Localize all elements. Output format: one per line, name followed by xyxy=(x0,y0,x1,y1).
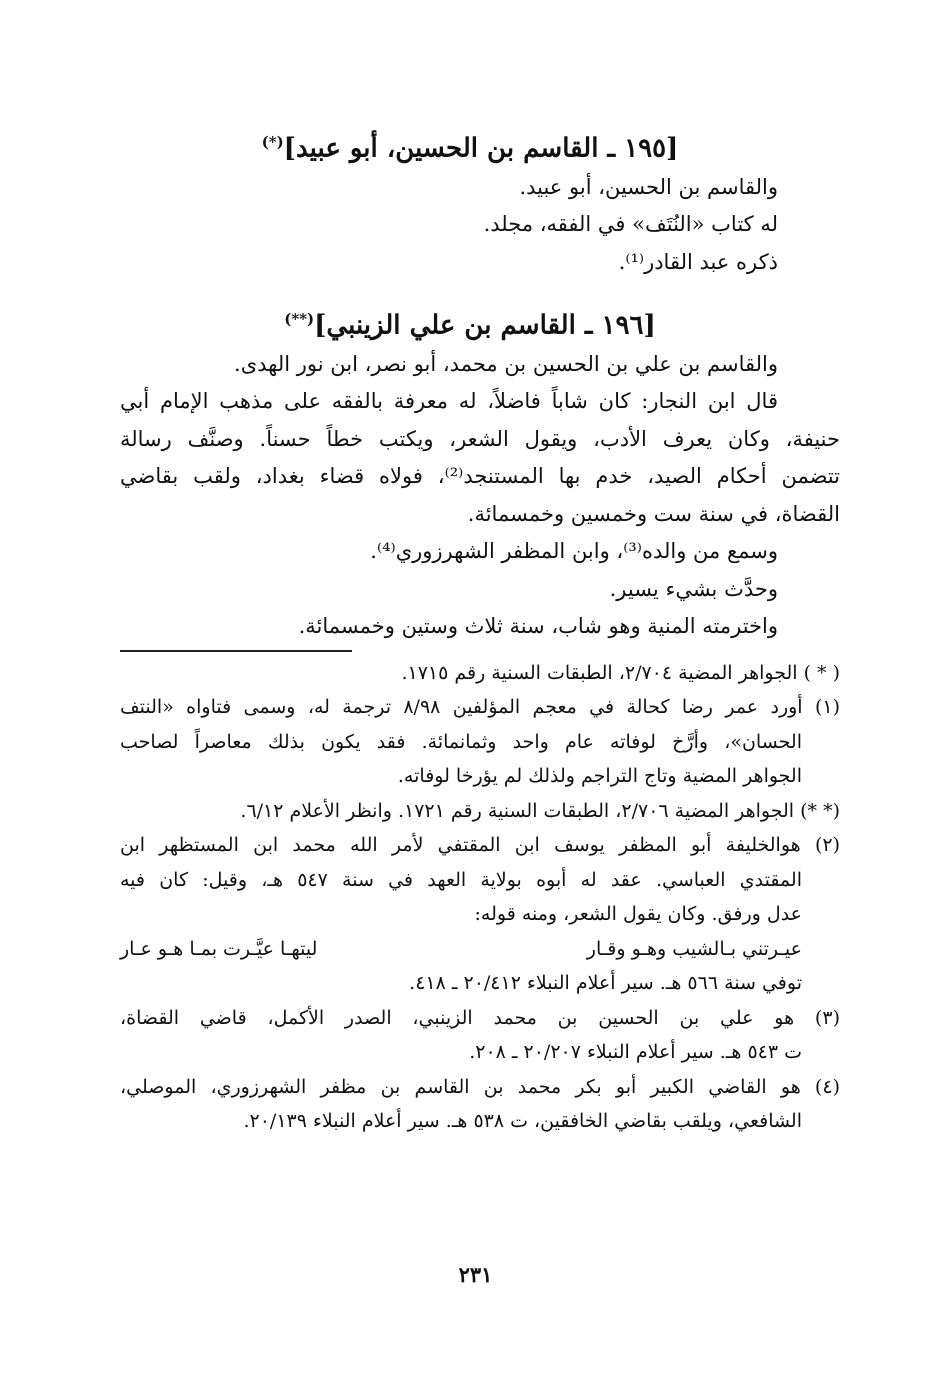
footnote-star-1: ( * ) الجواهر المضية ٢/٧٠٤، الطبقات السنية رقم ١٧١٥. xyxy=(401,661,840,684)
verse-second-hemistich: ليتهـا عيَّـرت بمـا هـو عـار xyxy=(120,937,318,960)
footnote-1-line-1: (١) أورد عمر رضا كحالة في معجم المؤلفين ٨/٩٨ ترجمة له، وسمى فتاواه «النتف xyxy=(120,696,840,719)
entry-196-para-line-4: القضاة، في سنة ست وخمسين وخمسمائة. xyxy=(467,501,840,526)
footnote-3-line-1: (٣) هو علي بن الحسين بن محمد الزينبي، الصدر الأكمل، قاضي القضاة، xyxy=(120,1006,840,1029)
footnote-2-line-1: (٢) هوالخليفة أبو المظفر يوسف ابن المقتفي لأمر الله محمد ابن المستظهر ابن xyxy=(120,834,840,857)
verse-first-hemistich: عيـرتني بـالشيب وهـو وقـار xyxy=(586,937,802,960)
entry-195-footnote-mark: (*) xyxy=(261,133,284,151)
footnote-separator xyxy=(120,650,352,652)
entry-195-title-text: [١٩٥ ـ القاسم بن الحسين، أبو عبيد] xyxy=(283,133,679,164)
entry-196-footnote-mark: (**) xyxy=(284,310,315,329)
entry-195-line-2: له كتاب «النُتَف» في الفقه، مجلد. xyxy=(483,212,778,237)
footnote-star-2: (* *) الجواهر المضية ٢/٧٠٦، الطبقات السنية رقم ١٧٢١. وانظر الأعلام ٦/١٢. xyxy=(240,799,840,822)
entry-195-title xyxy=(120,122,840,169)
footnote-1-line-3: الجواهر المضية وتاج التراجم ولذلك لم يؤرخا لوفاته. xyxy=(397,765,802,788)
entry-196-line-heard: وسمع من والده⁽³⁾، وابن المظفر الشهرزوري⁽⁴⁾. xyxy=(370,539,778,564)
entry-196-title xyxy=(120,299,840,346)
footnote-3-line-2: ت ٥٤٣ هـ. سير أعلام النبلاء ٢٠/٢٠٧ ـ ٢٠٨. xyxy=(469,1041,802,1064)
footnote-2-line-2: المقتدي العباسي. عقد له أبوه بولاية العهد في سنة ٥٤٧ هـ، وقيل: كان فيه xyxy=(120,868,802,891)
entry-196-para-line-3: تتضمن أحكام الصيد، خدم بها المستنجد⁽²⁾، فولاه قضاء بغداد، ولقب بقاضي xyxy=(120,464,840,489)
footnote-4-line-2: الشافعي، ويلقب بقاضي الخافقين، ت ٥٣٨ هـ. سير أعلام النبلاء ٢٠/١٣٩. xyxy=(243,1110,802,1133)
entry-196-line-death: واخترمته المنية وهو شاب، سنة ثلاث وستين وخمسمائة. xyxy=(298,614,778,639)
footnote-2-verse xyxy=(120,932,840,967)
entry-195-line-3: ذكره عبد القادر⁽¹⁾. xyxy=(618,249,778,274)
entry-196-line-1: والقاسم بن علي بن الحسين بن محمد، أبو نصر، ابن نور الهدى. xyxy=(234,351,778,376)
footnote-separator-wrap xyxy=(120,646,840,656)
footnote-1-line-2: الحسان»، وأرَّخ لوفاته عام واحد وثمانمائة. فقد يكون بذلك معاصراً لصاحب xyxy=(120,730,802,753)
entry-196-para-line-2: حنيفة، وكان يعرف الأدب، ويقول الشعر، ويكتب خطاً حسناً. وصنَّف رسالة xyxy=(120,426,840,451)
entry-196-para-line-1: قال ابن النجار: كان شاباً فاضلاً، له معرفة بالفقه على مذهب الإمام أبي xyxy=(120,389,778,414)
footnote-4-line-1: (٤) هو القاضي الكبير أبو بكر محمد بن القاسم بن مظفر الشهرزوري، الموصلي، xyxy=(120,1075,840,1098)
entry-195-line-1: والقاسم بن الحسين، أبو عبيد. xyxy=(519,174,778,199)
page-number: ٢٣١ xyxy=(458,1262,493,1287)
footnote-2-line-end: توفي سنة ٥٦٦ هـ. سير أعلام النبلاء ٢٠/٤١٢ ـ ٤١٨. xyxy=(409,972,802,995)
footnote-2-line-3: عدل ورفق. وكان يقول الشعر، ومنه قوله: xyxy=(474,903,802,926)
page-content xyxy=(120,122,840,1139)
entry-196-line-narrated: وحدَّث بشيء يسير. xyxy=(609,576,778,601)
entry-196-title-text: [١٩٦ ـ القاسم بن علي الزينبي] xyxy=(314,310,656,341)
